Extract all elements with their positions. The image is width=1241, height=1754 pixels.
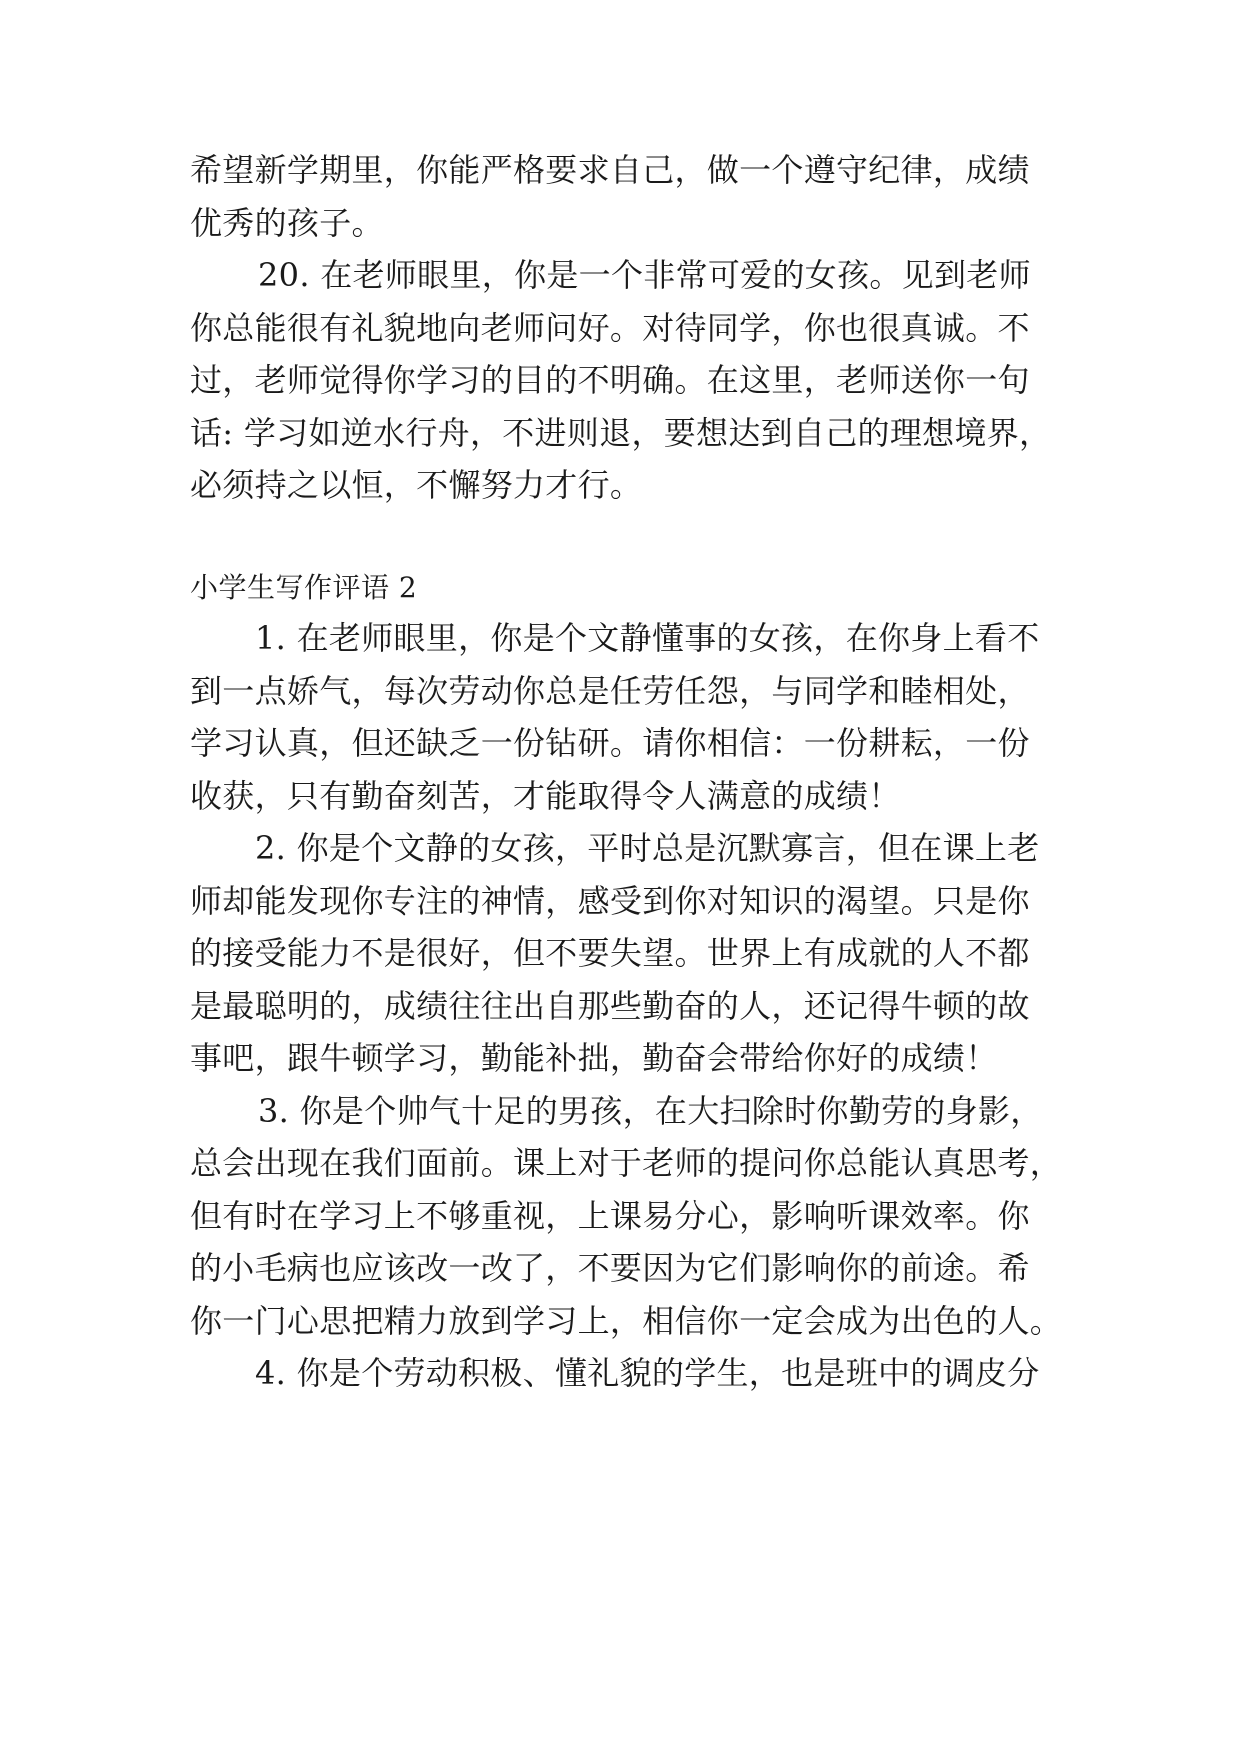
paragraph-line: 收获，只有勤奋刻苦，才能取得令人满意的成绩！ [190, 777, 901, 815]
paragraph-line: 师却能发现你专注的神情，感受到你对知识的渴望。只是你 [190, 882, 1030, 920]
paragraph-line: 希望新学期里，你能严格要求自己，做一个遵守纪律，成绩 [190, 151, 1030, 189]
paragraph-line: 2. 你是个文静的女孩，平时总是沉默寡言，但在课上老 [255, 829, 1040, 867]
paragraph-line: 事吧，跟牛顿学习，勤能补拙，勤奋会带给你好的成绩！ [190, 1039, 998, 1077]
paragraph-line: 优秀的孩子。 [190, 204, 384, 242]
paragraph-line: 20. 在老师眼里，你是一个非常可爱的女孩。见到老师 [258, 256, 1031, 294]
paragraph-line: 你一门心思把精力放到学习上，相信你一定会成为出色的人。 [190, 1302, 1063, 1340]
paragraph-line: 过，老师觉得你学习的目的不明确。在这里，老师送你一句 [190, 361, 1030, 399]
paragraph-line: 是最聪明的，成绩往往出自那些勤奋的人，还记得牛顿的故 [190, 987, 1030, 1025]
paragraph-line: 1. 在老师眼里，你是个文静懂事的女孩，在你身上看不 [255, 619, 1040, 657]
paragraph-line: 必须持之以恒，不懈努力才行。 [190, 466, 643, 504]
paragraph-line: 总会出现在我们面前。课上对于老师的提问你总能认真思考， [190, 1144, 1063, 1182]
paragraph-line: 的接受能力不是很好，但不要失望。世界上有成就的人不都 [190, 934, 1030, 972]
paragraph-line: 学习认真，但还缺乏一份钻研。请你相信：一份耕耘，一份 [190, 724, 1030, 762]
paragraph-line: 但有时在学习上不够重视，上课易分心，影响听课效率。你 [190, 1197, 1030, 1235]
paragraph-line: 你总能很有礼貌地向老师问好。对待同学，你也很真诚。不 [190, 309, 1030, 347]
paragraph-line: 话: 学习如逆水行舟，不进则退，要想达到自己的理想境界， [190, 414, 1052, 452]
paragraph-line: 4. 你是个劳动积极、懂礼貌的学生，也是班中的调皮分 [255, 1354, 1040, 1392]
paragraph-line: 到一点娇气，每次劳动你总是任劳任怨，与同学和睦相处， [190, 672, 1030, 710]
paragraph-line: 3. 你是个帅气十足的男孩，在大扫除时你勤劳的身影， [258, 1092, 1043, 1130]
section-heading: 小学生写作评语 2 [190, 571, 418, 604]
paragraph-line: 的小毛病也应该改一改了，不要因为它们影响你的前途。希 [190, 1249, 1030, 1287]
